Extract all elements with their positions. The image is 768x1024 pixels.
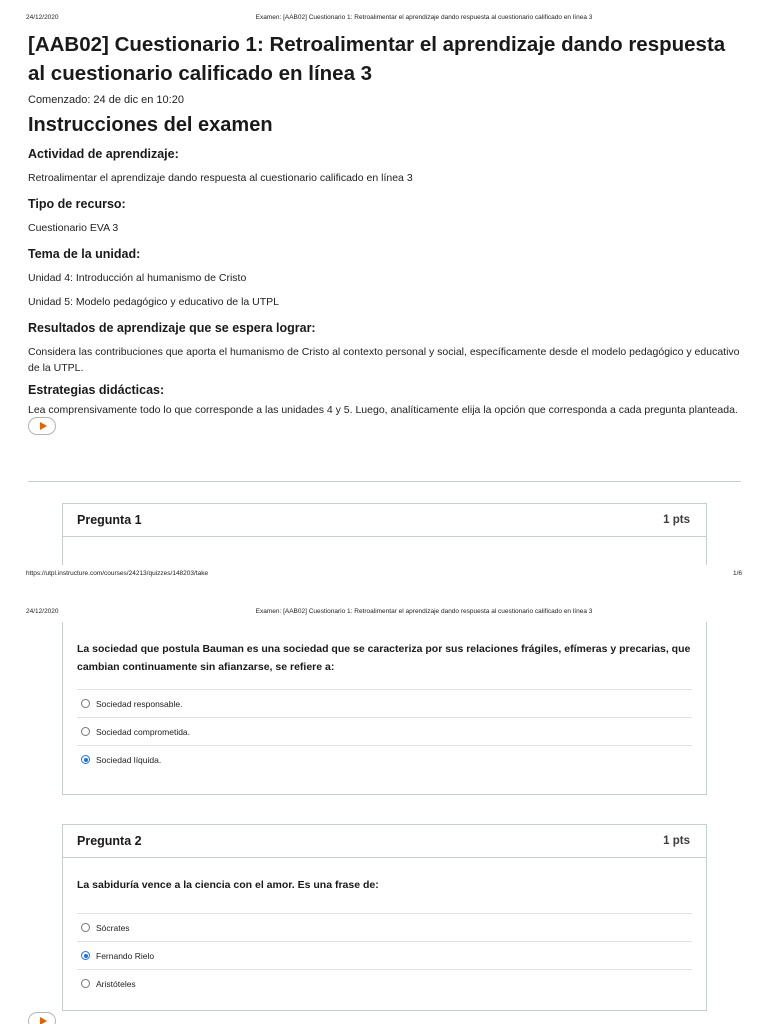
play-icon	[40, 422, 47, 430]
answer-label: Fernando Rielo	[96, 950, 155, 961]
section-heading: Resultados de aprendizaje que se espera lograr:	[28, 321, 316, 335]
question-card	[62, 503, 707, 565]
section-text: Cuestionario EVA 3	[28, 222, 119, 234]
section-text: Retroalimentar el aprendizaje dando respuesta al cuestionario calificado en línea 3	[28, 172, 413, 184]
section-text: Unidad 4: Introducción al humanismo de Cristo	[28, 272, 247, 284]
section-text: Considera las contribuciones que aporta el humanismo de Cristo al contexto personal y social, específicamente desde el modelo pedagógico y educativo de la UTPL.	[28, 346, 740, 374]
section-heading: Tipo de recurso:	[28, 197, 126, 211]
quiz-content	[28, 30, 742, 418]
answer-label: Aristóteles	[96, 978, 136, 989]
radio-button-selected[interactable]	[81, 755, 90, 764]
section-heading: Actividad de aprendizaje:	[28, 147, 179, 161]
section-heading: Estrategias didácticas:	[28, 383, 165, 397]
question-text: La sociedad que postula Bauman es una sociedad que se caracteriza por sus relaciones frágiles, efímeras y precarias, que cambian continuamente sin afianzarse, se refiere a:	[77, 643, 691, 673]
answer-option[interactable]	[77, 745, 692, 773]
question-header	[63, 504, 706, 537]
section-text: Lea comprensivamente todo lo que corresponde a las unidades 4 y 5. Luego, analíticamente elija la opción que corresponda a cada pregunta planteada.	[28, 404, 738, 416]
print-title: Examen: [AAB02] Cuestionario 1: Retroalimentar el aprendizaje dando respuesta al cuestionario calificado en línea 3	[255, 14, 593, 21]
section-heading: Tema de la unidad:	[28, 247, 141, 261]
radio-button-selected[interactable]	[81, 951, 90, 960]
print-header	[0, 0, 768, 21]
question-points: 1 pts	[663, 835, 690, 847]
started-time: Comenzado: 24 de dic en 10:20	[28, 94, 184, 106]
print-date: 24/12/2020	[26, 14, 59, 21]
play-icon	[40, 1017, 47, 1024]
print-date: 24/12/2020	[26, 608, 59, 615]
question-card	[62, 824, 707, 1011]
print-title: Examen: [AAB02] Cuestionario 1: Retroalimentar el aprendizaje dando respuesta al cuestionario calificado en línea 3	[255, 608, 593, 615]
question-card	[62, 622, 707, 795]
answer-option[interactable]	[77, 941, 692, 969]
answer-option[interactable]	[77, 969, 692, 997]
section-text: Unidad 5: Modelo pedagógico y educativo de la UTPL	[28, 296, 279, 308]
question-text: La sabiduría vence a la ciencia con el amor. Es una frase de:	[77, 879, 379, 891]
instructions-heading: Instrucciones del examen	[28, 114, 273, 136]
answer-list	[77, 689, 692, 773]
play-button[interactable]	[28, 1012, 56, 1024]
question-number: Pregunta 1	[77, 513, 142, 527]
print-url: https://utpl.instructure.com/courses/24213/quizzes/148203/take	[26, 570, 209, 577]
question-points: 1 pts	[663, 514, 690, 526]
answer-label: Sociedad líquida.	[96, 754, 162, 765]
radio-button[interactable]	[81, 923, 90, 932]
page-number: 1/6	[732, 570, 742, 577]
answer-label: Sócrates	[96, 922, 130, 933]
radio-button[interactable]	[81, 727, 90, 736]
answer-option[interactable]	[77, 913, 692, 941]
radio-button[interactable]	[81, 979, 90, 988]
print-header	[0, 594, 768, 615]
question-number: Pregunta 2	[77, 834, 142, 848]
play-button[interactable]	[28, 417, 56, 435]
answer-option[interactable]	[77, 689, 692, 717]
answer-label: Sociedad comprometida.	[96, 726, 191, 737]
answer-option[interactable]	[77, 717, 692, 745]
quiz-title: [AAB02] Cuestionario 1: Retroalimentar el aprendizaje dando respuesta al cuestionario calificado en línea 3	[28, 33, 726, 85]
divider	[28, 481, 741, 482]
question-header	[63, 825, 706, 858]
answer-label: Sociedad responsable.	[96, 698, 183, 709]
answer-list	[77, 913, 692, 997]
radio-button[interactable]	[81, 699, 90, 708]
